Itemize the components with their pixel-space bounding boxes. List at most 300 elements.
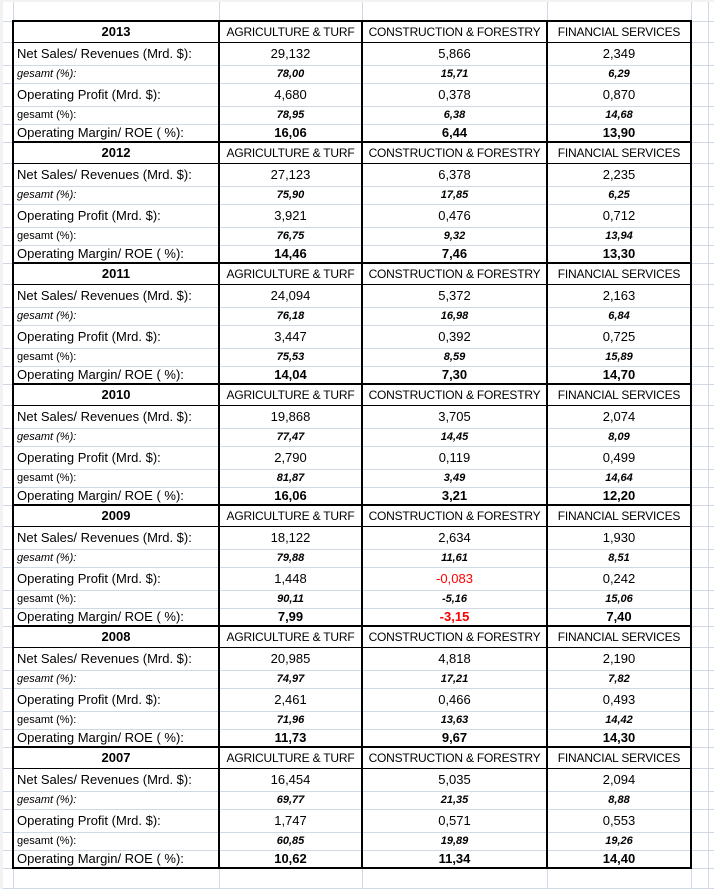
data-row	[0, 469, 714, 487]
row-label-cell[interactable]: gesamt (%):	[13, 791, 219, 809]
data-row	[0, 608, 714, 626]
value-cell[interactable]: 3,447	[219, 325, 362, 348]
data-row	[0, 405, 714, 428]
data-row	[0, 446, 714, 469]
column-header-cell[interactable]: FINANCIAL SERVICES	[547, 142, 691, 163]
column-header-cell[interactable]: FINANCIAL SERVICES	[547, 263, 691, 284]
value-cell[interactable]: 11,34	[362, 850, 547, 868]
data-row	[0, 670, 714, 688]
data-row	[0, 850, 714, 868]
row-label-cell[interactable]: gesamt (%):	[13, 65, 219, 83]
empty-cell	[691, 263, 708, 284]
empty-cell	[708, 868, 714, 888]
empty-cell	[691, 384, 708, 405]
row-label-cell[interactable]: Operating Margin/ ROE ( %):	[13, 487, 219, 505]
value-cell[interactable]: 6,378	[362, 163, 547, 186]
data-row	[0, 768, 714, 791]
empty-cell	[708, 263, 714, 284]
empty-cell	[708, 384, 714, 405]
row-label-cell[interactable]: gesamt (%):	[13, 106, 219, 124]
row-label-cell[interactable]: Net Sales/ Revenues (Mrd. $):	[13, 768, 219, 791]
empty-cell	[691, 284, 708, 307]
empty-cell	[691, 245, 708, 263]
value-cell[interactable]: 16,454	[219, 768, 362, 791]
value-cell[interactable]: -0,083	[362, 567, 547, 590]
empty-cell	[708, 405, 714, 428]
data-row	[0, 567, 714, 590]
year-header-cell[interactable]: 2011	[13, 263, 219, 284]
empty-cell	[691, 868, 708, 888]
value-cell[interactable]: 15,71	[362, 65, 547, 83]
empty-cell	[691, 65, 708, 83]
row-label-cell[interactable]: gesamt (%):	[13, 186, 219, 204]
empty-cell	[708, 227, 714, 245]
empty-cell	[708, 42, 714, 65]
value-cell[interactable]: 10,62	[219, 850, 362, 868]
value-cell[interactable]: 13,30	[547, 245, 691, 263]
empty-cell	[708, 124, 714, 142]
value-cell[interactable]: 69,77	[219, 791, 362, 809]
column-header-cell[interactable]: FINANCIAL SERVICES	[547, 747, 691, 768]
empty-cell	[691, 526, 708, 549]
data-row	[0, 325, 714, 348]
value-cell[interactable]: 78,00	[219, 65, 362, 83]
year-block-header-row	[0, 505, 714, 526]
row-label-cell[interactable]: Operating Profit (Mrd. $):	[13, 809, 219, 832]
value-cell[interactable]: 81,87	[219, 469, 362, 487]
value-cell[interactable]: 19,868	[219, 405, 362, 428]
value-cell[interactable]: 16,06	[219, 124, 362, 142]
empty-cell	[708, 747, 714, 768]
value-cell[interactable]: 76,18	[219, 307, 362, 325]
value-cell[interactable]: 0,466	[362, 688, 547, 711]
row-label-cell[interactable]: Operating Profit (Mrd. $):	[13, 446, 219, 469]
value-cell[interactable]: 14,40	[547, 850, 691, 868]
value-cell[interactable]: 7,82	[547, 670, 691, 688]
empty-cell	[708, 83, 714, 106]
data-row	[0, 42, 714, 65]
row-label-cell[interactable]: gesamt (%):	[13, 348, 219, 366]
value-cell[interactable]: 2,190	[547, 647, 691, 670]
empty-cell	[691, 366, 708, 384]
value-cell[interactable]: 5,372	[362, 284, 547, 307]
value-cell[interactable]: 8,59	[362, 348, 547, 366]
row-label-cell[interactable]: Net Sales/ Revenues (Mrd. $):	[13, 526, 219, 549]
empty-cell	[691, 747, 708, 768]
year-block-header-row	[0, 626, 714, 647]
data-row	[0, 590, 714, 608]
empty-cell	[691, 325, 708, 348]
empty-cell	[708, 647, 714, 670]
empty-cell	[708, 65, 714, 83]
value-cell[interactable]: 4,818	[362, 647, 547, 670]
value-cell[interactable]: 17,21	[362, 670, 547, 688]
row-label-cell[interactable]: gesamt (%):	[13, 227, 219, 245]
value-cell[interactable]: 3,921	[219, 204, 362, 227]
empty-cell	[708, 446, 714, 469]
empty-cell	[708, 791, 714, 809]
row-label-cell[interactable]: Net Sales/ Revenues (Mrd. $):	[13, 42, 219, 65]
value-cell[interactable]: 7,30	[362, 366, 547, 384]
column-header-cell[interactable]: AGRICULTURE & TURF	[219, 21, 362, 42]
empty-cell	[708, 348, 714, 366]
empty-cell	[708, 186, 714, 204]
empty-cell	[691, 549, 708, 567]
value-cell[interactable]: 18,122	[219, 526, 362, 549]
data-row	[0, 227, 714, 245]
data-row	[0, 163, 714, 186]
value-cell[interactable]: 0,392	[362, 325, 547, 348]
row-label-cell[interactable]: Net Sales/ Revenues (Mrd. $):	[13, 163, 219, 186]
row-label-cell[interactable]: Net Sales/ Revenues (Mrd. $):	[13, 284, 219, 307]
row-label-cell[interactable]: gesamt (%):	[13, 307, 219, 325]
value-cell[interactable]: 0,119	[362, 446, 547, 469]
data-row	[0, 487, 714, 505]
sheet-edge-left	[0, 0, 3, 889]
value-cell[interactable]: 3,705	[362, 405, 547, 428]
value-cell[interactable]: 13,90	[547, 124, 691, 142]
value-cell[interactable]: 0,712	[547, 204, 691, 227]
empty-cell	[708, 284, 714, 307]
value-cell[interactable]: 11,73	[219, 729, 362, 747]
value-cell[interactable]: 14,68	[547, 106, 691, 124]
data-row	[0, 809, 714, 832]
empty-cell	[691, 688, 708, 711]
value-cell[interactable]: 6,25	[547, 186, 691, 204]
value-cell[interactable]: 6,44	[362, 124, 547, 142]
value-cell[interactable]: 5,035	[362, 768, 547, 791]
row-label-cell[interactable]: Operating Profit (Mrd. $):	[13, 688, 219, 711]
row-label-cell[interactable]: gesamt (%):	[13, 549, 219, 567]
value-cell[interactable]: 7,40	[547, 608, 691, 626]
empty-cell	[691, 124, 708, 142]
value-cell[interactable]: 11,61	[362, 549, 547, 567]
empty-cell	[708, 163, 714, 186]
data-row	[0, 647, 714, 670]
year-header-cell[interactable]: 2009	[13, 505, 219, 526]
row-label-cell[interactable]: Operating Margin/ ROE ( %):	[13, 608, 219, 626]
year-block-header-row	[0, 747, 714, 768]
value-cell[interactable]: 78,95	[219, 106, 362, 124]
empty-cell	[691, 446, 708, 469]
column-header-cell[interactable]: AGRICULTURE & TURF	[219, 142, 362, 163]
column-header-cell[interactable]: CONSTRUCTION & FORESTRY	[362, 384, 547, 405]
value-cell[interactable]: 2,094	[547, 768, 691, 791]
value-cell[interactable]: 6,29	[547, 65, 691, 83]
value-cell[interactable]: 75,90	[219, 186, 362, 204]
value-cell[interactable]: 12,20	[547, 487, 691, 505]
empty-cell	[708, 590, 714, 608]
empty-cell	[691, 0, 708, 21]
data-row	[0, 204, 714, 227]
empty-cell	[708, 428, 714, 446]
value-cell[interactable]: 29,132	[219, 42, 362, 65]
value-cell[interactable]: 16,98	[362, 307, 547, 325]
value-cell[interactable]: 17,85	[362, 186, 547, 204]
empty-cell	[691, 729, 708, 747]
column-header-cell[interactable]: CONSTRUCTION & FORESTRY	[362, 263, 547, 284]
empty-cell	[708, 608, 714, 626]
empty-cell	[708, 21, 714, 42]
row-label-cell[interactable]: gesamt (%):	[13, 832, 219, 850]
value-cell[interactable]: 14,30	[547, 729, 691, 747]
year-header-cell[interactable]: 2007	[13, 747, 219, 768]
value-cell[interactable]: 6,38	[362, 106, 547, 124]
empty-cell	[708, 688, 714, 711]
value-cell[interactable]: 90,11	[219, 590, 362, 608]
value-cell[interactable]: 15,89	[547, 348, 691, 366]
value-cell[interactable]: 1,747	[219, 809, 362, 832]
value-cell[interactable]: 8,51	[547, 549, 691, 567]
data-row	[0, 791, 714, 809]
column-header-cell[interactable]: CONSTRUCTION & FORESTRY	[362, 142, 547, 163]
value-cell[interactable]: 2,349	[547, 42, 691, 65]
data-row	[0, 65, 714, 83]
column-header-cell[interactable]: FINANCIAL SERVICES	[547, 384, 691, 405]
empty-cell	[708, 245, 714, 263]
empty-cell	[708, 469, 714, 487]
empty-cell	[708, 106, 714, 124]
value-cell[interactable]: 0,378	[362, 83, 547, 106]
empty-cell	[691, 791, 708, 809]
column-header-cell[interactable]: AGRICULTURE & TURF	[219, 505, 362, 526]
empty-cell	[691, 348, 708, 366]
value-cell[interactable]: 2,634	[362, 526, 547, 549]
value-cell[interactable]: 13,94	[547, 227, 691, 245]
data-row	[0, 832, 714, 850]
value-cell[interactable]: 2,790	[219, 446, 362, 469]
row-label-cell[interactable]: Net Sales/ Revenues (Mrd. $):	[13, 405, 219, 428]
value-cell[interactable]: 2,074	[547, 405, 691, 428]
value-cell[interactable]: 3,21	[362, 487, 547, 505]
row-label-cell[interactable]: Operating Profit (Mrd. $):	[13, 567, 219, 590]
value-cell[interactable]: 9,67	[362, 729, 547, 747]
empty-cell	[708, 832, 714, 850]
value-cell[interactable]: 14,45	[362, 428, 547, 446]
empty-cell	[708, 307, 714, 325]
empty-cell	[691, 204, 708, 227]
value-cell[interactable]: -3,15	[362, 608, 547, 626]
value-cell[interactable]: 14,70	[547, 366, 691, 384]
empty-cell	[219, 0, 362, 21]
empty-cell	[708, 366, 714, 384]
empty-cell	[691, 850, 708, 868]
row-label-cell[interactable]: Operating Margin/ ROE ( %):	[13, 850, 219, 868]
empty-cell	[708, 549, 714, 567]
empty-cell	[708, 626, 714, 647]
row-label-cell[interactable]: Operating Profit (Mrd. $):	[13, 83, 219, 106]
empty-cell	[708, 204, 714, 227]
value-cell[interactable]: -5,16	[362, 590, 547, 608]
row-label-cell[interactable]: Operating Profit (Mrd. $):	[13, 204, 219, 227]
empty-cell	[708, 670, 714, 688]
empty-cell	[219, 868, 362, 888]
year-block-header-row	[0, 384, 714, 405]
value-cell[interactable]: 2,461	[219, 688, 362, 711]
value-cell[interactable]: 13,63	[362, 711, 547, 729]
value-cell[interactable]: 77,47	[219, 428, 362, 446]
data-row	[0, 124, 714, 142]
value-cell[interactable]: 2,163	[547, 284, 691, 307]
value-cell[interactable]: 76,75	[219, 227, 362, 245]
value-cell[interactable]: 7,99	[219, 608, 362, 626]
empty-cell	[708, 325, 714, 348]
value-cell[interactable]: 16,06	[219, 487, 362, 505]
empty-cell	[13, 868, 219, 888]
row-label-cell[interactable]: Operating Margin/ ROE ( %):	[13, 124, 219, 142]
row-label-cell[interactable]: Operating Margin/ ROE ( %):	[13, 245, 219, 263]
value-cell[interactable]: 60,85	[219, 832, 362, 850]
value-cell[interactable]: 0,493	[547, 688, 691, 711]
empty-cell	[362, 0, 547, 21]
value-cell[interactable]: 7,46	[362, 245, 547, 263]
row-label-cell[interactable]: gesamt (%):	[13, 428, 219, 446]
data-row	[0, 729, 714, 747]
column-header-cell[interactable]: CONSTRUCTION & FORESTRY	[362, 505, 547, 526]
row-label-cell[interactable]: Operating Margin/ ROE ( %):	[13, 366, 219, 384]
empty-cell	[691, 405, 708, 428]
data-row	[0, 428, 714, 446]
value-cell[interactable]: 0,476	[362, 204, 547, 227]
value-cell[interactable]: 4,680	[219, 83, 362, 106]
empty-cell	[708, 850, 714, 868]
value-cell[interactable]: 3,49	[362, 469, 547, 487]
empty-cell	[691, 608, 708, 626]
empty-cell	[691, 487, 708, 505]
empty-cell	[691, 832, 708, 850]
empty-cell	[691, 106, 708, 124]
column-header-cell[interactable]: AGRICULTURE & TURF	[219, 747, 362, 768]
value-cell[interactable]: 2,235	[547, 163, 691, 186]
year-block-header-row	[0, 21, 714, 42]
data-row	[0, 711, 714, 729]
empty-cell	[708, 711, 714, 729]
sheet-margin-row-bottom	[0, 868, 714, 888]
value-cell[interactable]: 24,094	[219, 284, 362, 307]
value-cell[interactable]: 74,97	[219, 670, 362, 688]
empty-cell	[708, 142, 714, 163]
value-cell[interactable]: 1,930	[547, 526, 691, 549]
value-cell[interactable]: 8,88	[547, 791, 691, 809]
value-cell[interactable]: 0,870	[547, 83, 691, 106]
year-block-header-row	[0, 142, 714, 163]
data-row	[0, 245, 714, 263]
value-cell[interactable]: 0,242	[547, 567, 691, 590]
row-label-cell[interactable]: gesamt (%):	[13, 711, 219, 729]
empty-cell	[691, 469, 708, 487]
empty-cell	[708, 0, 714, 21]
value-cell[interactable]: 1,448	[219, 567, 362, 590]
value-cell[interactable]: 79,88	[219, 549, 362, 567]
value-cell[interactable]: 20,985	[219, 647, 362, 670]
value-cell[interactable]: 14,04	[219, 366, 362, 384]
column-header-cell[interactable]: AGRICULTURE & TURF	[219, 384, 362, 405]
value-cell[interactable]: 14,42	[547, 711, 691, 729]
row-label-cell[interactable]: gesamt (%):	[13, 590, 219, 608]
empty-cell	[708, 526, 714, 549]
empty-cell	[691, 567, 708, 590]
year-block-header-row	[0, 263, 714, 284]
data-row	[0, 284, 714, 307]
empty-cell	[691, 626, 708, 647]
value-cell[interactable]: 9,32	[362, 227, 547, 245]
year-header-cell[interactable]: 2010	[13, 384, 219, 405]
empty-cell	[691, 227, 708, 245]
value-cell[interactable]: 0,499	[547, 446, 691, 469]
empty-cell	[708, 487, 714, 505]
column-header-cell[interactable]: CONSTRUCTION & FORESTRY	[362, 21, 547, 42]
row-label-cell[interactable]: gesamt (%):	[13, 670, 219, 688]
column-header-cell[interactable]: AGRICULTURE & TURF	[219, 263, 362, 284]
empty-cell	[691, 42, 708, 65]
empty-cell	[691, 307, 708, 325]
column-header-cell[interactable]: CONSTRUCTION & FORESTRY	[362, 626, 547, 647]
column-header-cell[interactable]: CONSTRUCTION & FORESTRY	[362, 747, 547, 768]
value-cell[interactable]: 6,84	[547, 307, 691, 325]
column-header-cell[interactable]: FINANCIAL SERVICES	[547, 505, 691, 526]
empty-cell	[691, 809, 708, 832]
empty-cell	[708, 505, 714, 526]
value-cell[interactable]: 8,09	[547, 428, 691, 446]
value-cell[interactable]: 71,96	[219, 711, 362, 729]
year-header-cell[interactable]: 2008	[13, 626, 219, 647]
value-cell[interactable]: 0,725	[547, 325, 691, 348]
empty-cell	[691, 711, 708, 729]
data-row	[0, 366, 714, 384]
value-cell[interactable]: 0,553	[547, 809, 691, 832]
data-row	[0, 83, 714, 106]
row-label-cell[interactable]: gesamt (%):	[13, 469, 219, 487]
empty-cell	[547, 868, 691, 888]
column-header-cell[interactable]: FINANCIAL SERVICES	[547, 21, 691, 42]
row-label-cell[interactable]: Operating Margin/ ROE ( %):	[13, 729, 219, 747]
data-row	[0, 186, 714, 204]
value-cell[interactable]: 0,571	[362, 809, 547, 832]
empty-cell	[691, 768, 708, 791]
data-row	[0, 307, 714, 325]
value-cell[interactable]: 27,123	[219, 163, 362, 186]
value-cell[interactable]: 75,53	[219, 348, 362, 366]
row-label-cell[interactable]: Net Sales/ Revenues (Mrd. $):	[13, 647, 219, 670]
empty-cell	[691, 83, 708, 106]
year-header-cell[interactable]: 2012	[13, 142, 219, 163]
data-row	[0, 688, 714, 711]
value-cell[interactable]: 14,64	[547, 469, 691, 487]
empty-cell	[691, 505, 708, 526]
empty-cell	[708, 729, 714, 747]
empty-cell	[691, 186, 708, 204]
empty-cell	[691, 428, 708, 446]
empty-cell	[691, 647, 708, 670]
data-row	[0, 348, 714, 366]
column-header-cell[interactable]: AGRICULTURE & TURF	[219, 626, 362, 647]
empty-cell	[691, 21, 708, 42]
empty-cell	[691, 142, 708, 163]
sheet-margin-row-top	[0, 0, 714, 21]
value-cell[interactable]: 5,866	[362, 42, 547, 65]
value-cell[interactable]: 14,46	[219, 245, 362, 263]
column-header-cell[interactable]: FINANCIAL SERVICES	[547, 626, 691, 647]
row-label-cell[interactable]: Operating Profit (Mrd. $):	[13, 325, 219, 348]
data-row	[0, 549, 714, 567]
empty-cell	[708, 567, 714, 590]
year-header-cell[interactable]: 2013	[13, 21, 219, 42]
value-cell[interactable]: 19,26	[547, 832, 691, 850]
value-cell[interactable]: 19,89	[362, 832, 547, 850]
value-cell[interactable]: 21,35	[362, 791, 547, 809]
empty-cell	[708, 809, 714, 832]
value-cell[interactable]: 15,06	[547, 590, 691, 608]
